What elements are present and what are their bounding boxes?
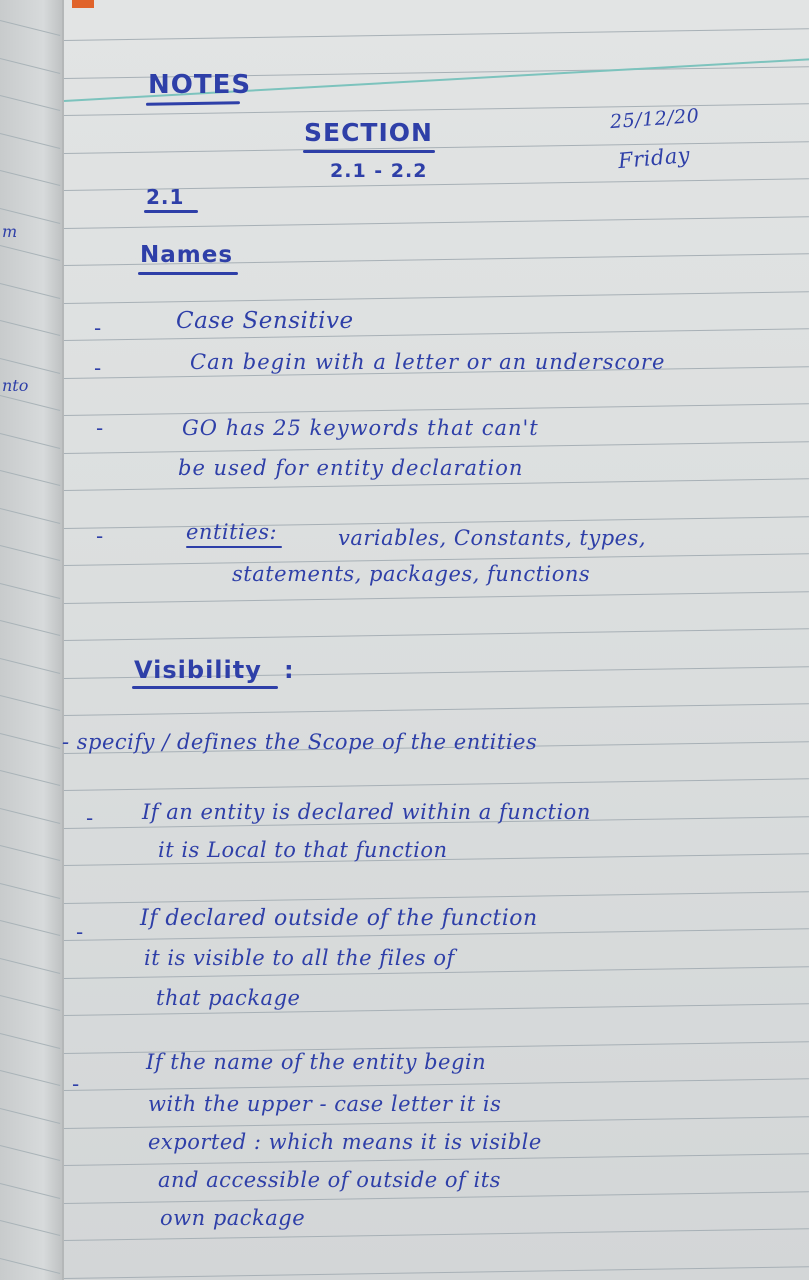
left-page-line <box>0 95 60 111</box>
ruled-line <box>64 403 809 416</box>
margin-mark-1: m <box>2 222 18 241</box>
left-page-line <box>0 395 60 411</box>
day: Friday <box>617 142 692 174</box>
names-underline <box>138 272 238 275</box>
left-page-line <box>0 1145 60 1161</box>
ruled-line <box>64 628 809 641</box>
left-page-line <box>0 658 60 674</box>
section-underline <box>303 150 435 153</box>
entities-term: entities: <box>186 520 278 544</box>
bullet-dash: - <box>94 356 102 380</box>
left-page-line <box>0 995 60 1011</box>
left-page-line <box>0 1258 60 1274</box>
left-page-line <box>0 133 60 149</box>
ruled-line <box>64 1191 809 1204</box>
bullet-dash: - <box>86 806 94 830</box>
left-page-line <box>0 508 60 524</box>
left-page-line <box>0 1070 60 1086</box>
left-page-line <box>0 283 60 299</box>
bullet-dash: - <box>72 1072 80 1096</box>
subsection-underline <box>144 210 198 213</box>
section-range: 2.1 - 2.2 <box>330 160 428 182</box>
left-page-line <box>0 20 60 36</box>
left-page-line <box>0 1108 60 1124</box>
visibility-underline <box>132 686 278 689</box>
ruled-line <box>64 1116 809 1129</box>
section-title: SECTION <box>304 118 433 147</box>
visibility-bullet-1-line-2: it is Local to that function <box>158 838 448 862</box>
visibility-bullet-3-line-5: own package <box>160 1206 306 1230</box>
left-page-line <box>0 1033 60 1049</box>
visibility-bullet-3-line-3: exported : which means it is visible <box>148 1130 542 1154</box>
bullet-dash: - <box>94 316 102 340</box>
margin-mark-2: nto <box>2 376 29 395</box>
names-bullet-3-line-2: be used for entity declaration <box>178 456 524 480</box>
visibility-bullet-3-line-1: If the name of the entity begin <box>146 1050 487 1074</box>
visibility-bullet-3-line-4: and accessible of outside of its <box>158 1168 501 1192</box>
names-bullet-4-line-1: variables, Constants, types, <box>338 526 647 550</box>
left-page-line <box>0 320 60 336</box>
visibility-bullet-2-line-2: it is visible to all the files of <box>144 946 455 970</box>
left-page-line <box>0 958 60 974</box>
left-page-line <box>0 883 60 899</box>
notes-underline <box>146 101 240 106</box>
ruled-line <box>64 216 809 229</box>
left-page-line <box>0 695 60 711</box>
visibility-bullet-2-line-3: that package <box>156 986 301 1010</box>
bullet-dash: - <box>76 920 84 944</box>
left-page-line <box>0 845 60 861</box>
visibility-heading: Visibility <box>134 656 262 684</box>
ruled-line <box>64 703 809 716</box>
visibility-intro: - specify / defines the Scope of the entities <box>62 730 538 754</box>
names-bullet-2: Can begin with a letter or an underscore <box>190 350 666 374</box>
ruled-line <box>64 28 809 41</box>
ruled-line <box>64 1228 809 1241</box>
left-page-line <box>0 545 60 561</box>
left-page-line <box>0 808 60 824</box>
ruled-line <box>64 141 809 154</box>
bullet-dash: - <box>96 416 104 440</box>
left-page-line <box>0 170 60 186</box>
left-page-line <box>0 620 60 636</box>
names-heading: Names <box>140 242 234 268</box>
ruled-line <box>64 891 809 904</box>
names-bullet-1: Case Sensitive <box>176 308 354 334</box>
visibility-colon: : <box>284 656 295 684</box>
visibility-bullet-2-line-1: If declared outside of the function <box>140 906 538 931</box>
ruled-line <box>64 778 809 791</box>
subsection-number: 2.1 <box>146 185 185 209</box>
ruled-line <box>64 291 809 304</box>
left-page-line <box>0 245 60 261</box>
left-page-line <box>0 733 60 749</box>
ruled-line <box>64 1153 809 1166</box>
left-page-line <box>0 583 60 599</box>
visibility-bullet-1-line-1: If an entity is declared within a function <box>142 800 591 824</box>
ruled-line <box>64 478 809 491</box>
left-page-line <box>0 358 60 374</box>
left-page-line <box>0 1183 60 1199</box>
orange-tab <box>72 0 94 8</box>
names-bullet-4-line-2: statements, packages, functions <box>232 562 591 586</box>
ruled-line <box>64 1266 809 1279</box>
left-page-line <box>0 58 60 74</box>
left-page-line <box>0 470 60 486</box>
left-page-line <box>0 433 60 449</box>
left-page-edge <box>0 0 64 1280</box>
left-page-line <box>0 1220 60 1236</box>
date: 25/12/20 <box>609 104 701 134</box>
ruled-line <box>64 441 809 454</box>
notes-title: NOTES <box>148 70 252 100</box>
left-page-line <box>0 770 60 786</box>
entities-underline <box>186 546 282 548</box>
bullet-dash: - <box>96 524 104 548</box>
visibility-bullet-3-line-2: with the upper - case letter it is <box>148 1092 502 1116</box>
names-bullet-3-line-1: GO has 25 keywords that can't <box>182 416 539 440</box>
ruled-line <box>64 1078 809 1091</box>
ruled-line <box>64 591 809 604</box>
left-page-line <box>0 920 60 936</box>
